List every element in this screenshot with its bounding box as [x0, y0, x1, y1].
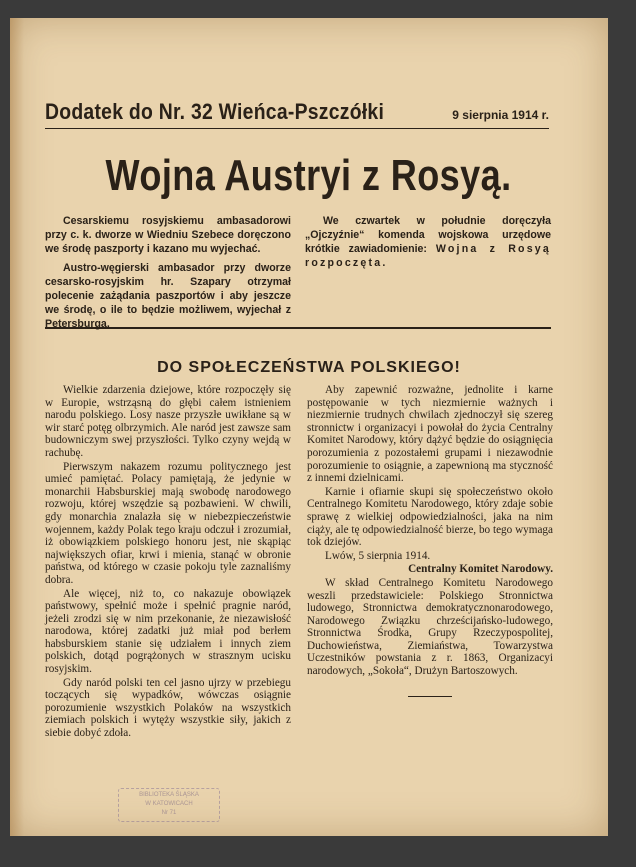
lead-paragraph: Austro-węgierski ambasador przy dworze cesarsko-rosyjskim hr. Szapary otrzymał polecenie zażądania paszportów i aby jeszcze we środę, o ile to będzie możliwem, wyjechał z Petersburga. — [45, 262, 291, 330]
body-column-left — [45, 384, 291, 741]
headline-text: Wojna Austryi z Rosyą. — [105, 151, 512, 200]
body-paragraph: Wielkie zdarzenia dziejowe, które rozpoczęły się w Europie, wstrząsną do głębi całem istnieniem narodu polskiego. Losy nasze przyszłe uwikłane są w wir starć potęg olbrzymich. Ale naród jest zawsze sam budowniczym swej przyszłości. Tylko czyny wejdą w rachubę. — [45, 384, 291, 459]
library-stamp — [118, 788, 220, 822]
stamp-line: W KATOWICACH — [145, 801, 193, 807]
lead-paragraph: Cesarskiemu rosyjskiemu ambasadorowi przy c. k. dworze w Wiedniu Szebece doręczono we środę paszporty i kazano mu wyjechać. — [45, 215, 291, 255]
lead-paragraph — [305, 214, 551, 270]
lead-article — [45, 214, 551, 336]
body-paragraph: Gdy naród polski ten cel jasno ujrzy w przebiegu toczących się wypadków, wówczas osiągnie porozumienie wszystkich Polaków na wszystkich ziemiach polskich i wytęży wszystkie siły, jakich z siebie dobyć zdoła. — [45, 676, 291, 740]
lead-text: We czwartek w południe doręczyła „Ojczyźnie“ komenda wojskowa urzędowe krótkie zawiadomienie: — [305, 215, 551, 255]
signature: Centralny Komitet Narodowy. — [408, 563, 553, 576]
place-date: Lwów, 5 sierpnia 1914. — [325, 549, 431, 562]
body-paragraph: Ale więcej, niż to, co nakazuje obowiązek państwowy, spełnić może i spełnić pragnie naród, jeżeli zrodzi się w nim przekonanie, że niezawisłość narodowa, której zadatki już miał pod berłem habsburskiem stanie się udziałem i innych ziem polskich, dotąd pogrążonych w strasznym ucisku rosyjskim. — [45, 587, 291, 676]
body-paragraph: Aby zapewnić rozważne, jednolite i karne postępowanie w tych niezmiernie ważnych i niezmiernie trudnych chwilach zjednoczył się szereg stronnictw i organizacyi i powołał do życia Centralny Komitet Narodowy, który dążyć będzie do osiągnięcia porozumienia z pozostałemi grupami i niezawodnie porozumienie to osiągnie, a zapewnioną ma styczność z innemi dzielnicami. — [307, 384, 553, 485]
section-title: DO SPOŁECZEŃSTWA POLSKIEGO! — [157, 359, 461, 376]
stamp-line: BIBLIOTEKA ŚLĄSKA — [139, 792, 199, 798]
lead-emphasis: Wojna z Rosyą rozpoczęta. — [305, 243, 551, 269]
body-paragraph: W skład Centralnego Komitetu Narodowego weszli przedstawiciele: Polskiego Stronnictwa ludowego, Stronnictwa demokratycznonarodowego, Narodowego Związku chrześcijańsko-ludowego, Stronnictwa Środka, Grupy Rzeczypospolitej, Duchowieństwa, Ziemiaństwa, Towarzystwa Uczestników powstania z r. 1863, Organizacyi narodowych, „Sokoła“, Drużyn Bartoszowych. — [307, 576, 553, 678]
body-paragraph: Pierwszym nakazem rozumu politycznego jest umieć pamiętać. Polacy pamiętają, że jedynie w monarchii Habsburskiej mają swobodę narodowego rozwoju, której wszędzie są pozbawieni. W chwili, gdy monarchia znalazła się w niebezpieczeństwie wojennem, każdy Polak tego kraju odczuł i zrozumiał, iż obowiązkiem polskiego honoru jest, nie skąpiąc największych ofiar, krwi i mienia, stanąć w obronie państwa, od którego w czasie pokoju tyle zaznaliśmy dobra. — [45, 460, 291, 586]
section-divider — [45, 327, 551, 329]
lead-column-right — [305, 214, 551, 336]
issue-date: 9 sierpnia 1914 r. — [452, 108, 549, 122]
newspaper-page — [10, 18, 608, 836]
appeal-article — [45, 384, 553, 741]
body-paragraph: Karnie i ofiarnie skupi się społeczeństwo około Centralnego Komitetu Narodowego, który zdaje sobie sprawę z wielkiej odpowiedzialności, jaka na nim ciąży, ale tę odpowiedzialność bierze, bo tego wymaga tok dziejów. — [307, 485, 553, 549]
publication-title: Dodatek do Nr. 32 Wieńca-Pszczółki — [45, 99, 385, 124]
stamp-line: Nr 71 — [161, 810, 177, 816]
lead-column-left — [45, 214, 291, 336]
end-rule — [408, 696, 452, 697]
body-column-right — [307, 384, 553, 741]
masthead — [45, 99, 549, 129]
headline — [10, 151, 608, 201]
